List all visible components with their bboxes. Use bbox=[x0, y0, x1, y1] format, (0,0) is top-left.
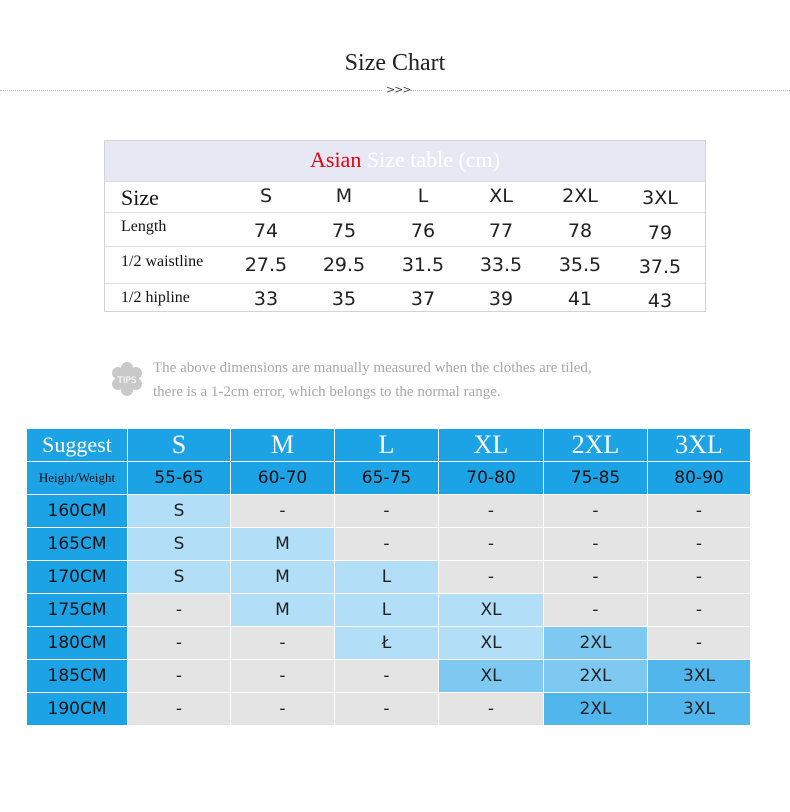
suggest-label: Suggest bbox=[27, 429, 127, 461]
size-cell: 3XL bbox=[648, 660, 750, 692]
height-weight-label: Height/Weight bbox=[27, 462, 127, 494]
value-cell: 33.5 bbox=[479, 254, 523, 276]
page-title: Size Chart bbox=[344, 50, 446, 76]
table-row bbox=[27, 693, 750, 725]
asian-hip-row bbox=[105, 283, 705, 315]
weight-range-cell: 70-80 bbox=[439, 462, 543, 494]
size-cell: - bbox=[439, 693, 543, 725]
size-cell: - bbox=[439, 561, 543, 593]
value-cell: 37 bbox=[410, 288, 436, 310]
size-header-cell: S bbox=[128, 429, 230, 461]
divider-left bbox=[0, 90, 382, 91]
tips-badge-text: TIPS bbox=[117, 376, 137, 386]
size-header-cell: XL bbox=[439, 429, 543, 461]
size-cell: - bbox=[648, 495, 750, 527]
table-row bbox=[27, 561, 750, 593]
value-cell: 31.5 bbox=[401, 254, 445, 276]
row-label: 1/2 hipline bbox=[121, 289, 190, 306]
size-cell: - bbox=[648, 561, 750, 593]
asian-length-row bbox=[105, 212, 705, 246]
value-cell: 37.5 bbox=[638, 256, 682, 278]
value-cell: 39 bbox=[488, 288, 514, 310]
value-cell: 43 bbox=[647, 290, 673, 312]
asian-size-row bbox=[105, 181, 705, 212]
tips-line: The above dimensions are manually measured when the clothes are tiled, bbox=[153, 360, 592, 376]
size-cell: M bbox=[231, 594, 334, 626]
height-cell: 165CM bbox=[27, 528, 127, 560]
value-cell: 75 bbox=[331, 220, 357, 242]
size-label: Size bbox=[121, 185, 159, 210]
size-cell: - bbox=[231, 627, 334, 659]
size-cell: - bbox=[128, 594, 230, 626]
size-cell: L bbox=[335, 561, 438, 593]
tips-line: there is a 1-2cm error, which belongs to the normal range. bbox=[153, 384, 501, 400]
table-row bbox=[27, 627, 750, 659]
size-col-label: XL bbox=[489, 185, 513, 207]
size-cell: XL bbox=[439, 660, 543, 692]
size-cell: M bbox=[231, 528, 334, 560]
size-cell: S bbox=[128, 495, 230, 527]
table-row bbox=[27, 660, 750, 692]
size-cell: 2XL bbox=[544, 660, 647, 692]
table-row bbox=[27, 594, 750, 626]
value-cell: 33 bbox=[253, 288, 279, 310]
size-table-caption: Size table (cm) bbox=[361, 147, 500, 172]
value-cell: 79 bbox=[647, 222, 673, 244]
value-cell: 74 bbox=[253, 220, 279, 242]
size-cell: - bbox=[128, 660, 230, 692]
size-cell: - bbox=[335, 528, 438, 560]
size-cell: L bbox=[335, 594, 438, 626]
value-cell: 35 bbox=[331, 288, 357, 310]
weight-range-cell: 65-75 bbox=[335, 462, 438, 494]
value-cell: 35.5 bbox=[558, 254, 602, 276]
suggest-header-row bbox=[27, 429, 750, 461]
value-cell: 29.5 bbox=[322, 254, 366, 276]
size-cell: 2XL bbox=[544, 693, 647, 725]
weight-range-cell: 80-90 bbox=[648, 462, 750, 494]
size-cell: XL bbox=[439, 627, 543, 659]
suggest-size-table bbox=[27, 429, 750, 726]
size-cell: - bbox=[544, 528, 647, 560]
height-cell: 185CM bbox=[27, 660, 127, 692]
size-col-label: 3XL bbox=[642, 187, 678, 209]
size-cell: M bbox=[231, 561, 334, 593]
size-col-label: S bbox=[259, 185, 273, 207]
weight-range-cell: 55-65 bbox=[128, 462, 230, 494]
size-header-cell: 2XL bbox=[544, 429, 647, 461]
value-cell: 27.5 bbox=[244, 254, 288, 276]
table-row bbox=[27, 528, 750, 560]
tips-note bbox=[153, 356, 592, 404]
table-row bbox=[27, 495, 750, 527]
height-cell: 160CM bbox=[27, 495, 127, 527]
size-cell: - bbox=[335, 660, 438, 692]
row-label: 1/2 waistline bbox=[121, 253, 204, 270]
size-cell: - bbox=[231, 660, 334, 692]
asian-size-table bbox=[104, 140, 706, 312]
asian-waist-row bbox=[105, 246, 705, 283]
asian-table-header bbox=[105, 141, 705, 181]
size-cell: - bbox=[648, 594, 750, 626]
size-cell: - bbox=[128, 693, 230, 725]
weight-range-cell: 75-85 bbox=[544, 462, 647, 494]
size-cell: S bbox=[128, 561, 230, 593]
value-cell: 77 bbox=[488, 220, 514, 242]
size-col-label: 2XL bbox=[562, 185, 598, 207]
size-cell: - bbox=[335, 495, 438, 527]
size-cell: - bbox=[544, 561, 647, 593]
size-cell: - bbox=[648, 627, 750, 659]
size-cell: Ł bbox=[335, 627, 438, 659]
size-header-cell: M bbox=[231, 429, 334, 461]
row-label: Length bbox=[121, 218, 167, 235]
size-cell: - bbox=[544, 495, 647, 527]
height-cell: 190CM bbox=[27, 693, 127, 725]
size-header-cell: 3XL bbox=[648, 429, 750, 461]
size-col-label: L bbox=[417, 185, 429, 207]
height-cell: 180CM bbox=[27, 627, 127, 659]
size-cell: - bbox=[335, 693, 438, 725]
size-cell: XL bbox=[439, 594, 543, 626]
size-header-cell: L bbox=[335, 429, 438, 461]
value-cell: 41 bbox=[567, 288, 593, 310]
divider-arrows: >>> bbox=[386, 83, 411, 96]
size-cell: S bbox=[128, 528, 230, 560]
tips-badge-icon bbox=[110, 362, 144, 396]
size-cell: - bbox=[128, 627, 230, 659]
size-cell: 2XL bbox=[544, 627, 647, 659]
weight-range-cell: 60-70 bbox=[231, 462, 334, 494]
size-cell: - bbox=[231, 693, 334, 725]
height-cell: 170CM bbox=[27, 561, 127, 593]
height-weight-row bbox=[27, 462, 750, 494]
size-cell: - bbox=[231, 495, 334, 527]
size-cell: - bbox=[439, 495, 543, 527]
value-cell: 78 bbox=[567, 220, 593, 242]
size-cell: - bbox=[439, 528, 543, 560]
size-cell: - bbox=[648, 528, 750, 560]
asian-label: Asian bbox=[310, 147, 362, 172]
size-cell: 3XL bbox=[648, 693, 750, 725]
divider-right bbox=[410, 90, 790, 91]
size-col-label: M bbox=[335, 185, 353, 207]
value-cell: 76 bbox=[410, 220, 436, 242]
size-cell: - bbox=[544, 594, 647, 626]
height-cell: 175CM bbox=[27, 594, 127, 626]
